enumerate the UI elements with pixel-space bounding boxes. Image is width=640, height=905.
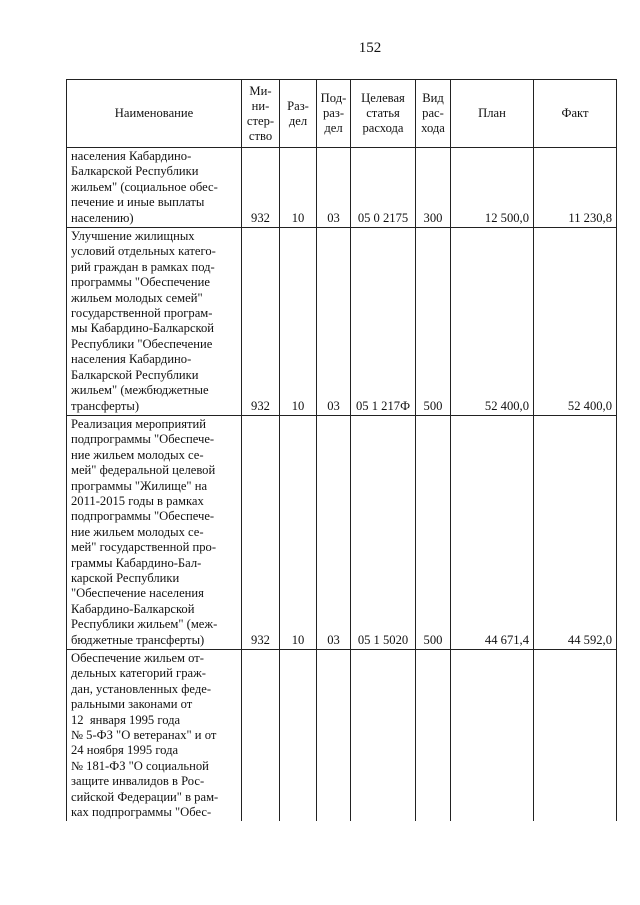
row-fact-cell: 11 230,8 bbox=[534, 148, 617, 228]
header-subsection: Под- раз- дел bbox=[317, 80, 351, 148]
header-section: Раз- дел bbox=[280, 80, 317, 148]
header-target-article: Целевая статья расхода bbox=[351, 80, 416, 148]
row-ministry-cell: 932 bbox=[242, 415, 280, 649]
row-expense-type-cell: 300 bbox=[416, 148, 451, 228]
table-row bbox=[67, 228, 617, 416]
row-expense-type-cell bbox=[416, 650, 451, 822]
row-section-cell: 10 bbox=[280, 148, 317, 228]
header-expense-type: Вид рас- хода bbox=[416, 80, 451, 148]
row-ministry-cell bbox=[242, 650, 280, 822]
row-target-cell: 05 1 5020 bbox=[351, 415, 416, 649]
header-name: Наименование bbox=[67, 80, 242, 148]
budget-table bbox=[66, 79, 617, 821]
row-subsection-cell: 03 bbox=[317, 228, 351, 416]
table-row bbox=[67, 650, 617, 822]
row-section-cell bbox=[280, 650, 317, 822]
row-subsection-cell bbox=[317, 650, 351, 822]
table-row bbox=[67, 415, 617, 649]
row-target-cell: 05 0 2175 bbox=[351, 148, 416, 228]
row-plan-cell: 44 671,4 bbox=[451, 415, 534, 649]
page-number: 152 bbox=[358, 40, 382, 56]
row-target-cell: 05 1 217Ф bbox=[351, 228, 416, 416]
header-ministry: Ми- ни- стер- ство bbox=[242, 80, 280, 148]
row-fact-cell bbox=[534, 650, 617, 822]
row-plan-cell: 52 400,0 bbox=[451, 228, 534, 416]
row-section-cell: 10 bbox=[280, 415, 317, 649]
table-header-row bbox=[67, 80, 617, 148]
row-ministry-cell: 932 bbox=[242, 148, 280, 228]
row-name-cell: Обеспечение жильем от- дельных категорий граж- дан, установленных феде- ральными законами от 12 января 1995 года № 5-ФЗ "О ветеранах" и от 24 ноября 1995 года № 181-ФЗ "О социальной защите инвалидов в Рос- сийской Федерации" в рам- ках подпрограммы "Обес- bbox=[67, 650, 242, 822]
table-row bbox=[67, 148, 617, 228]
row-fact-cell: 52 400,0 bbox=[534, 228, 617, 416]
row-target-cell bbox=[351, 650, 416, 822]
row-name-cell: Реализация мероприятий подпрограммы "Обеспече- ние жильем молодых се- мей" федеральной целевой программы "Жилище" на 2011-2015 годы в рамках подпрограммы "Обеспече- ние жильем молодых се- мей" государственной про- граммы Кабардино-Бал- карской Республики "Обеспечение населения Кабардино-Балкарской Республики жильем" (меж- бюджетные трансферты) bbox=[67, 415, 242, 649]
row-fact-cell: 44 592,0 bbox=[534, 415, 617, 649]
row-plan-cell bbox=[451, 650, 534, 822]
row-plan-cell: 12 500,0 bbox=[451, 148, 534, 228]
row-expense-type-cell: 500 bbox=[416, 415, 451, 649]
row-subsection-cell: 03 bbox=[317, 148, 351, 228]
header-fact: Факт bbox=[534, 80, 617, 148]
row-name-cell: населения Кабардино- Балкарской Республики жильем" (социальное обес- печение и иные выплаты населению) bbox=[67, 148, 242, 228]
header-plan: План bbox=[451, 80, 534, 148]
row-name-cell: Улучшение жилищных условий отдельных катего- рий граждан в рамках под- программы "Обеспечение жильем молодых семей" государственной програм- мы Кабардино-Балкарской Республики "Обеспечение населения Кабардино- Балкарской Республики жильем" (межбюджетные трансферты) bbox=[67, 228, 242, 416]
row-expense-type-cell: 500 bbox=[416, 228, 451, 416]
row-subsection-cell: 03 bbox=[317, 415, 351, 649]
row-ministry-cell: 932 bbox=[242, 228, 280, 416]
row-section-cell: 10 bbox=[280, 228, 317, 416]
